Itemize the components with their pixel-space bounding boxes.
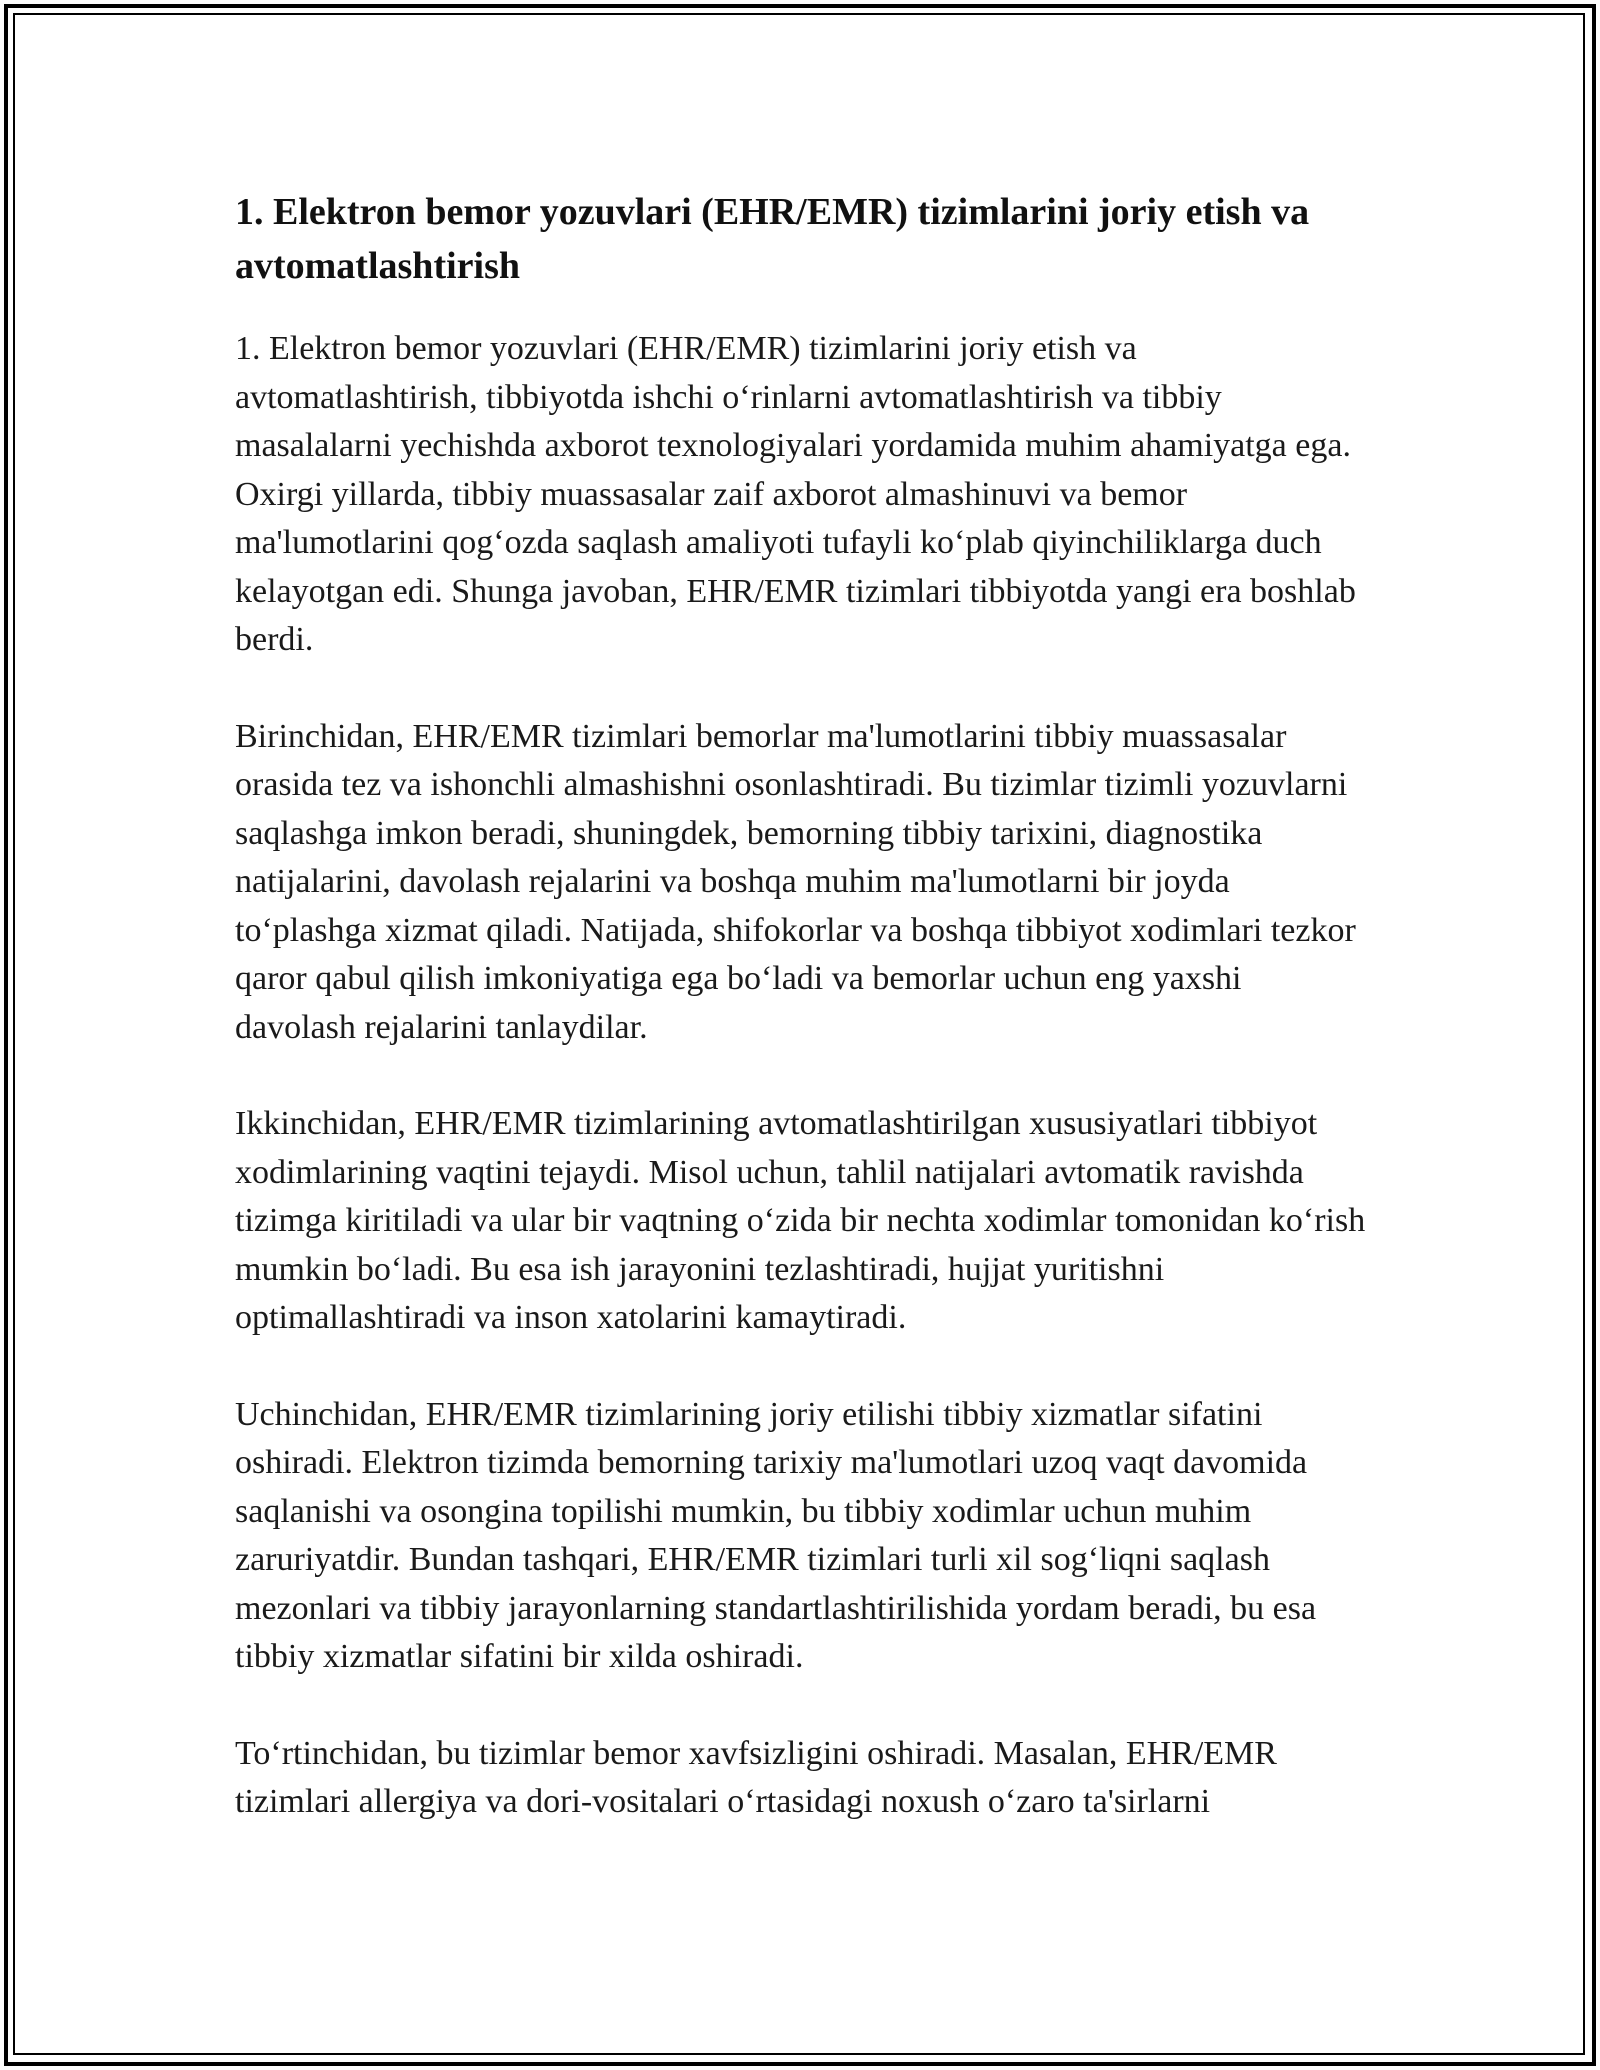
paragraph-first: Birinchidan, EHR/EMR tizimlari bemorlar ma'lumotlarini tibbiy muassasalar orasida tez va ishonchli almashishni osonlashtiradi. Bu tizimlar tizimli yozuvlarni saqlashga imkon beradi, shuningdek, bemorning tibbiy tarixini, diagnostika natijalarini, davolash rejalarini va boshqa muhim ma'lumotlarni bir joyda to‘plashga xizmat qiladi. Natijada, shifokorlar va boshqa tibbiyot xodimlari tezkor qaror qabul qilish imkoniyatiga ega bo‘ladi va bemorlar uchun eng yaxshi davolash rejalarini tanlaydilar. <box>235 717 1356 1046</box>
paragraph-third: Uchinchidan, EHR/EMR tizimlarining joriy etilishi tibbiy xizmatlar sifatini oshiradi. Elektron tizimda bemorning tarixiy ma'lumotlari uzoq vaqt davomida saqlanishi va osongina topilishi mumkin, bu tibbiy xodimlar uchun muhim zaruriyatdir. Bundan tashqari, EHR/EMR tizimlari turli xil sog‘liqni saqlash mezonlari va tibbiy jarayonlarning standartlashtirilishida yordam beradi, bu esa tibbiy xizmatlar sifatini bir xilda oshiradi. <box>235 1395 1317 1675</box>
document-body <box>235 185 1370 1875</box>
document-heading: 1. Elektron bemor yozuvlari (EHR/EMR) tizimlarini joriy etish va avtomatlashtirish <box>235 191 1310 287</box>
paragraph-fourth: To‘rtinchidan, bu tizimlar bemor xavfsizligini oshiradi. Masalan, EHR/EMR tizimlari allergiya va dori-vositalari o‘rtasidagi noxush o‘zaro ta'sirlarni <box>235 1734 1277 1820</box>
paragraph-intro: 1. Elektron bemor yozuvlari (EHR/EMR) tizimlarini joriy etish va avtomatlashtirish, tibbiyotda ishchi o‘rinlarni avtomatlashtirish va tibbiy masalalarni yechishda axborot texnologiyalari yordamida muhim ahamiyatga ega. Oxirgi yillarda, tibbiy muassasalar zaif axborot almashinuvi va bemor ma'lumotlarini qog‘ozda saqlash amaliyoti tufayli ko‘plab qiyinchiliklarga duch kelayotgan edi. Shunga javoban, EHR/EMR tizimlari tibbiyotda yangi era boshlab berdi. <box>235 330 1356 658</box>
paragraph-second: Ikkinchidan, EHR/EMR tizimlarining avtomatlashtirilgan xususiyatlari tibbiyot xodimlarining vaqtini tejaydi. Misol uchun, tahlil natijalari avtomatik ravishda tizimga kiritiladi va ular bir vaqtning o‘zida bir nechta xodimlar tomonidan ko‘rish mumkin bo‘ladi. Bu esa ish jarayonini tezlashtiradi, hujjat yuritishni optimallashtiradi va inson xatolarini kamaytiradi. <box>235 1105 1366 1336</box>
